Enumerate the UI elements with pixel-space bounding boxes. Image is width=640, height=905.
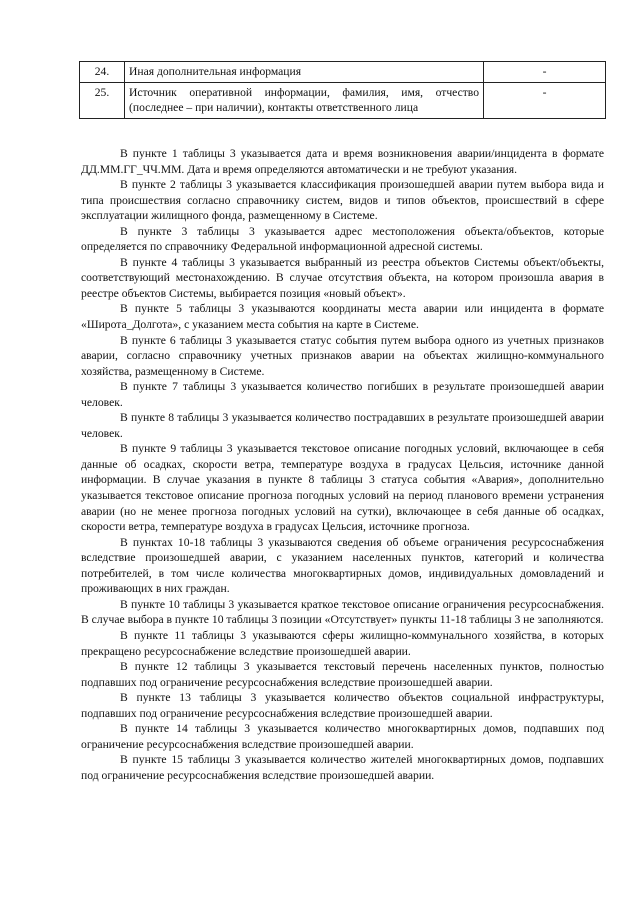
paragraph: В пункте 10 таблицы 3 указывается краткое текстовое описание ограничения ресурсоснабжения. В случае выбора в пункте 10 таблицы 3 позиции «Отсутствует» пункты 11-18 таблицы 3 не заполняются. [81,597,604,627]
row-description: Иная дополнительная информация [125,62,484,83]
paragraph: В пункте 12 таблицы 3 указывается текстовый перечень населенных пунктов, полностью подпавших под ограничение ресурсоснабжения вследствие произошедшей аварии. [81,660,604,689]
paragraph: В пункте 1 таблицы 3 указывается дата и время возникновения аварии/инцидента в формате ДД.ММ.ГГ_ЧЧ.ММ. Дата и время определяются автоматически и не требуют указания. [81,147,604,176]
paragraph: В пункте 13 таблицы 3 указывается количество объектов социальной инфраструктуры, подпавших под ограничение ресурсоснабжения вследствие произошедшей аварии. [81,691,604,720]
paragraph: В пункте 6 таблицы 3 указывается статус события путем выбора одного из учетных признаков аварии, согласно справочнику учетных признаков аварии на объектах жилищно-коммунального хозяйства, размещенному в Системе. [81,333,604,378]
row-description: Источник оперативной информации, фамилия, имя, отчество (последнее – при наличии), контакты ответственного лица [125,82,484,118]
row-number: 24. [80,62,125,83]
paragraph: В пунктах 10-18 таблицы 3 указываются сведения об объеме ограничения ресурсоснабжения вследствие произошедшей аварии, с указанием населенных пунктов, категорий и количества потребителей, в том числе количества многоквартирных домов, индивидуальных домовладений и проживающих в них граждан. [81,535,604,596]
paragraph: В пункте 11 таблицы 3 указываются сферы жилищно-коммунального хозяйства, в которых прекращено ресурсоснабжение вследствие произошедшей аварии. [81,628,604,658]
row-value: - [484,82,606,118]
paragraph: В пункте 2 таблицы 3 указывается классификация произошедшей аварии путем выбора вида и типа происшествия согласно справочнику систем, видов и типов объектов, происшествий в сфере эксплуатации жилищного фонда, размещенному в Системе. [81,178,604,223]
row-value: - [484,62,606,83]
paragraph: В пункте 8 таблицы 3 указывается количество пострадавших в результате произошедшей аварии человек. [81,411,604,440]
body-text [81,146,604,783]
paragraph: В пункте 14 таблицы 3 указывается количество многоквартирных домов, подпавших под ограничение ресурсоснабжения вследствие произошедшей аварии. [81,722,604,751]
paragraph: В пункте 3 таблицы 3 указывается адрес местоположения объекта/объектов, которые определяется по справочнику Федеральной информационной адресной системы. [81,224,604,254]
table-row [80,82,606,118]
row-number: 25. [80,82,125,118]
paragraph: В пункте 5 таблицы 3 указываются координаты места аварии или инцидента в формате «Широта_Долгота», с указанием места события на карте в Системе. [81,302,604,332]
paragraph: В пункте 4 таблицы 3 указывается выбранный из реестра объектов Системы объект/объекты, соответствующий местонахождению. В случае отсутствия объекта, на котором произошла авария в реестре объектов Системы, выбирается позиция «новый объект». [81,255,604,300]
info-table [79,61,606,119]
paragraph: В пункте 7 таблицы 3 указывается количество погибших в результате произошедшей аварии человек. [81,380,604,409]
paragraph: В пункте 9 таблицы 3 указывается текстовое описание погодных условий, включающее в себя данные об осадках, скорости ветра, температуре воздуха в градусах Цельсия, источнике данной информации. В случае указания в пункте 8 таблицы 3 статуса события «Авария», дополнительно указывается текстовое описание прогноза погодных условий на период планового времени устранения аварии (но не менее прогноза погодных условий на сутки), включающее в себя данные об осадках, скорости ветра, температуре воздуха в градусах Цельсия, источнике прогноза. [81,442,604,534]
paragraph: В пункте 15 таблицы 3 указывается количество жителей многоквартирных домов, подпавших под ограничение ресурсоснабжения вследствие произошедшей аварии. [81,753,604,782]
table-row [80,62,606,83]
